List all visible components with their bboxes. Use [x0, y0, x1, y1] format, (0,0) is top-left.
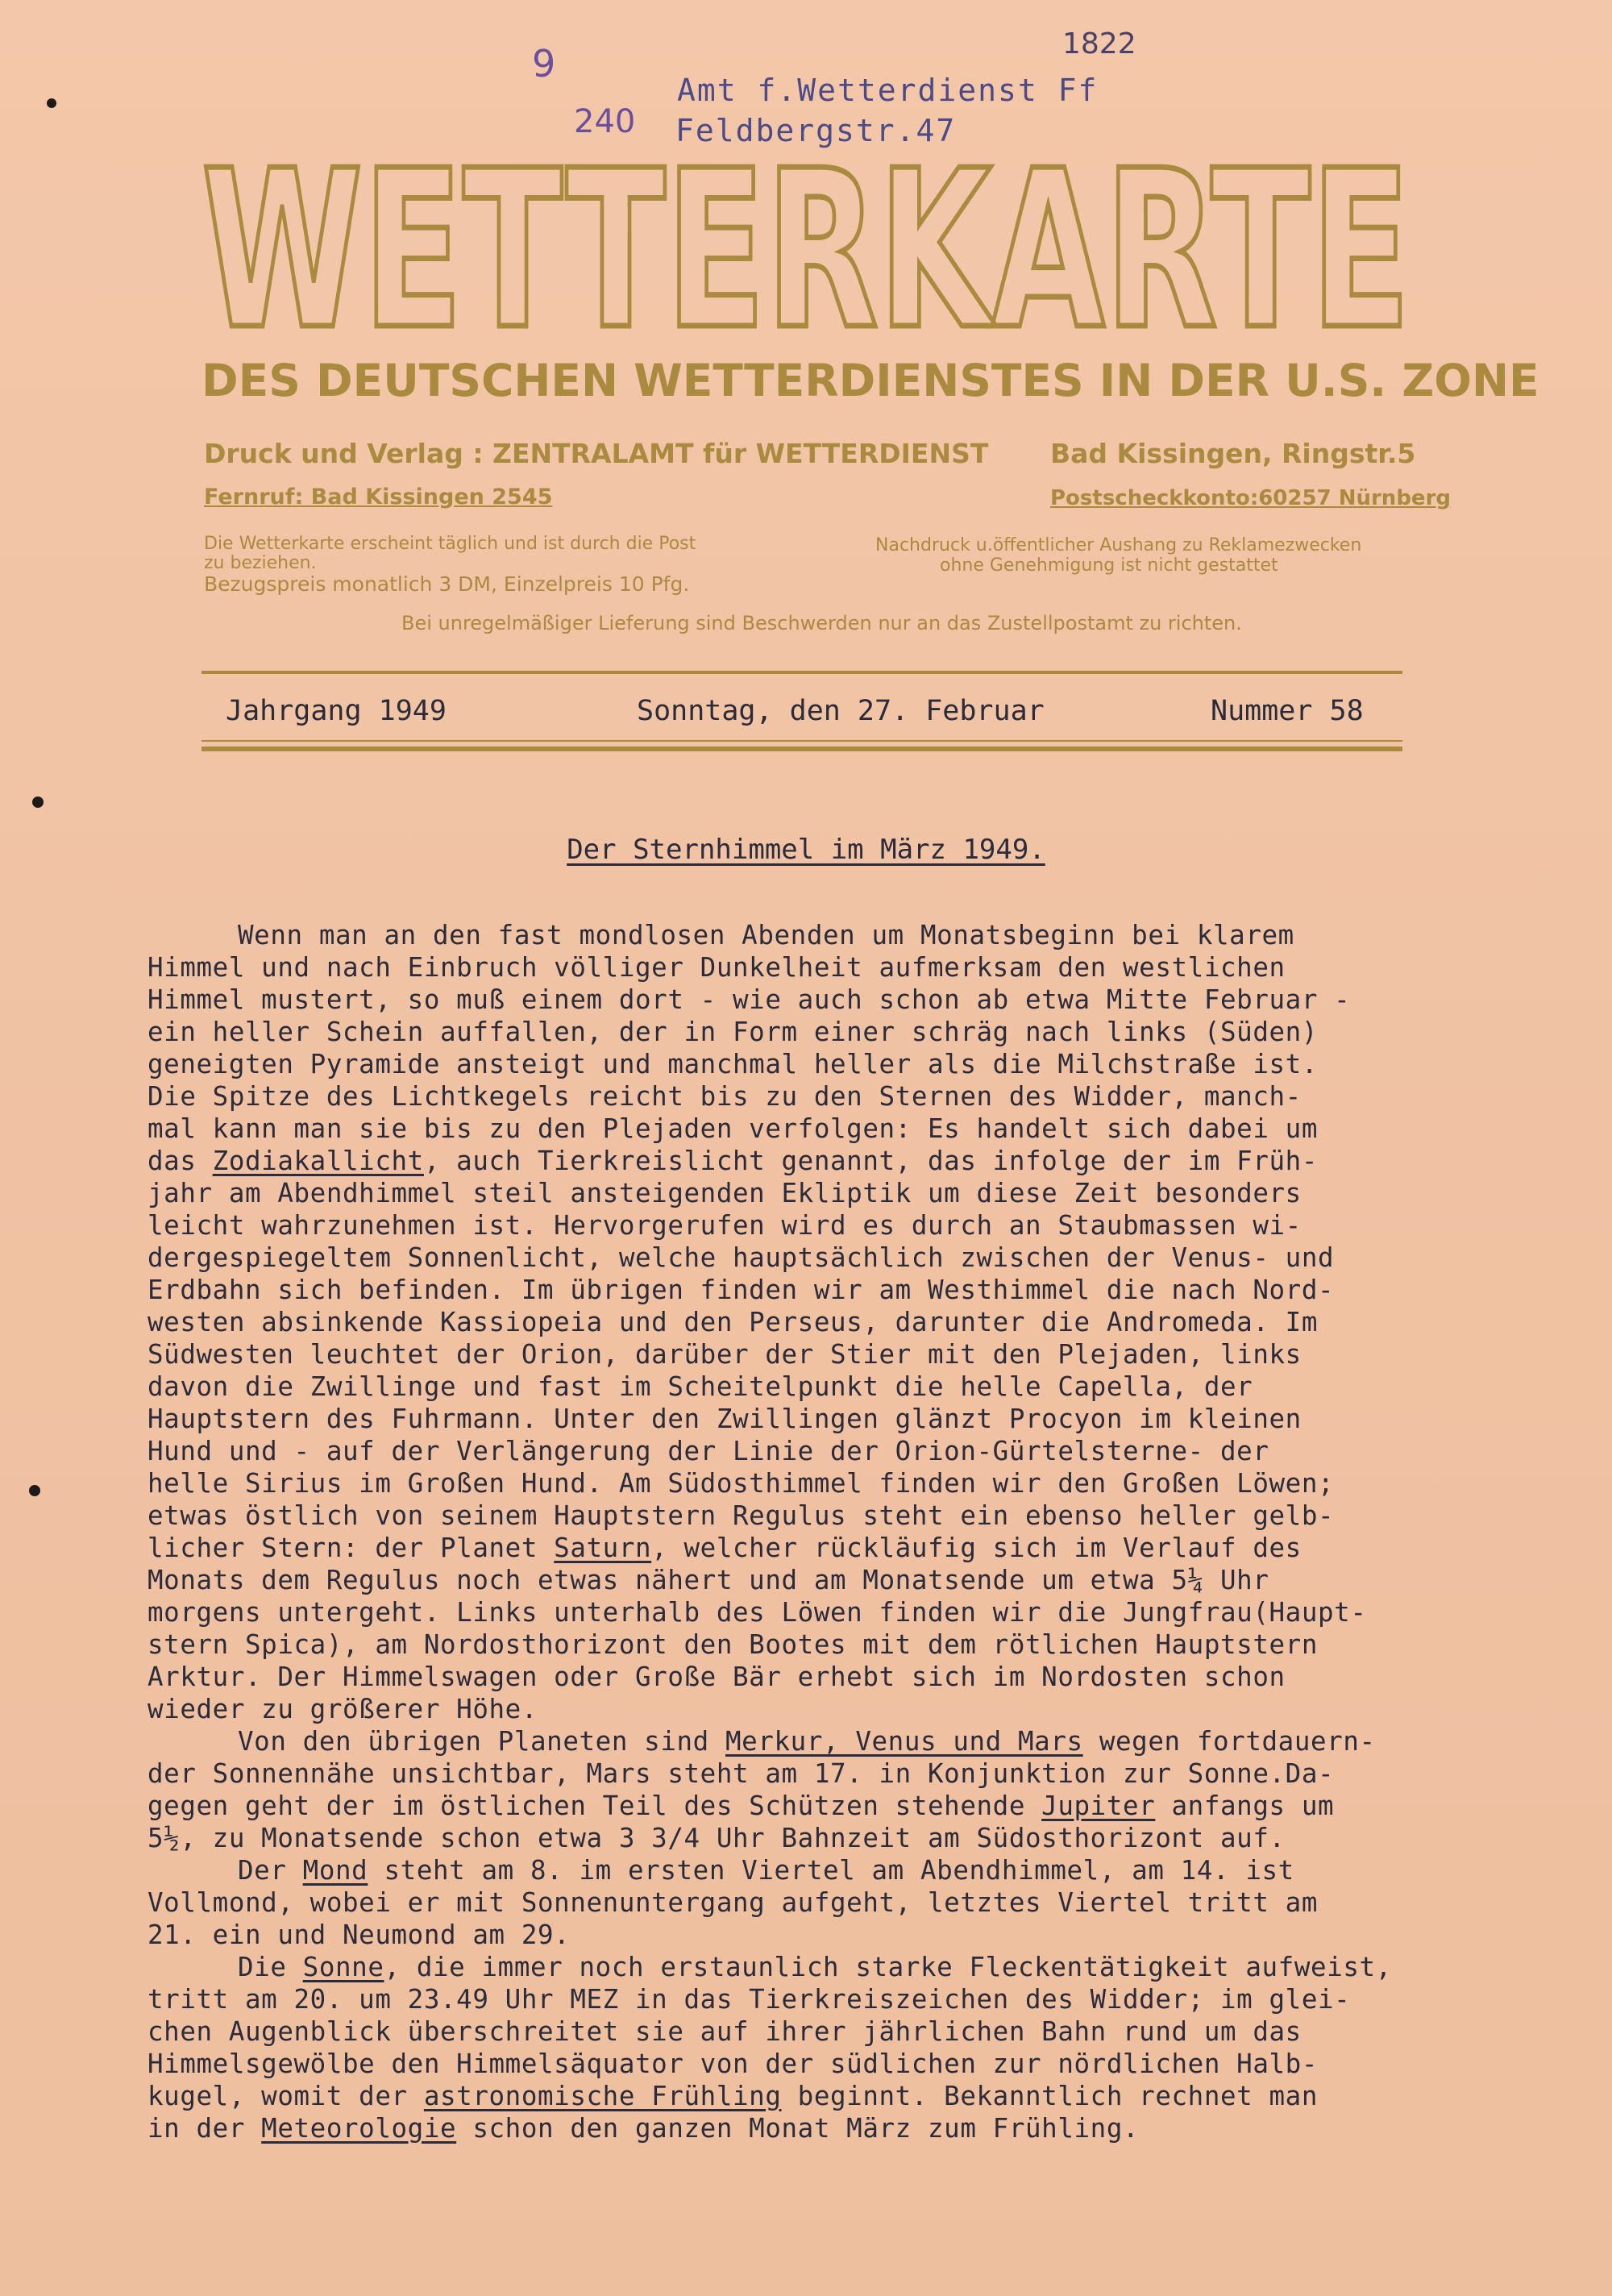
text-segment: , welcher rückläufig sich im Verlauf des — [651, 1533, 1302, 1563]
notice-left-1: Die Wetterkarte erscheint täglich und ist durch die Post — [204, 534, 696, 554]
notice-right-2: ohne Genehmigung ist nicht gestattet — [940, 555, 1278, 576]
article-line: tritt am 20. um 23.49 Uhr MEZ in das Tierkreiszeichen des Widder; im glei- — [147, 1984, 1351, 2015]
article-body — [147, 919, 1510, 2144]
term-jupiter: Jupiter — [1041, 1791, 1156, 1821]
term-merkur-venus-mars: Merkur, Venus und Mars — [725, 1726, 1083, 1757]
article-line: davon die Zwillinge und fast im Scheitelpunkt die helle Capella, der — [147, 1371, 1253, 1402]
text-segment: , auch Tierkreislicht genannt, das infolge der im Früh- — [423, 1146, 1319, 1176]
masthead-title — [202, 147, 1410, 348]
binder-mark-top — [47, 98, 56, 108]
handwritten-number-240: 240 — [574, 103, 636, 140]
text-segment: wegen fortdauern- — [1082, 1726, 1376, 1757]
text-segment: steht am 8. im ersten Viertel am Abendhimmel, am 14. ist — [368, 1855, 1294, 1886]
term-meteorologie: Meteorologie — [261, 2113, 457, 2144]
text-segment: Der — [238, 1855, 303, 1886]
text-segment: schon den ganzen Monat März zum Frühling. — [456, 2113, 1140, 2144]
article-line: westen absinkende Kassiopeia und den Perseus, darunter die Andromeda. Im — [147, 1307, 1318, 1337]
article-line: Himmel mustert, so muß einem dort - wie auch schon ab etwa Mitte Februar - — [147, 984, 1351, 1015]
article-line: der Sonnennähe unsichtbar, Mars steht am 17. in Konjunktion zur Sonne.Da- — [147, 1758, 1335, 1789]
office-stamp-line2: Feldbergstr.47 — [675, 113, 957, 148]
issue-volume: Jahrgang 1949 — [226, 695, 447, 727]
article-line — [147, 1532, 1510, 1564]
office-stamp-line1: Amt f.Wetterdienst Ff — [677, 73, 1099, 108]
article-line: Die Spitze des Lichtkegels reicht bis zu den Sternen des Widder, manch- — [147, 1081, 1302, 1112]
article-line: geneigten Pyramide ansteigt und manchmal heller als die Milchstraße ist. — [147, 1049, 1318, 1079]
issue-number: Nummer 58 — [1211, 695, 1364, 727]
article-line — [147, 1951, 1510, 1983]
masthead-subtitle: DES DEUTSCHEN WETTERDIENSTES IN DER U.S. ZONE — [202, 355, 1539, 406]
article-line: etwas östlich von seinem Hauptstern Regulus steht ein ebenso heller gelb- — [147, 1500, 1335, 1531]
postal-account-line: Postscheckkonto:60257 Nürnberg — [1050, 486, 1451, 510]
article-headline — [0, 834, 1612, 866]
binder-mark-low — [29, 1485, 40, 1496]
article-headline-text: Der Sternhimmel im März 1949. — [567, 834, 1045, 866]
article-line: Südwesten leuchtet der Orion, darüber der Stier mit den Plejaden, links — [147, 1339, 1302, 1370]
article-line: Wenn man an den fast mondlosen Abenden um Monatsbeginn bei klarem — [238, 920, 1294, 950]
text-segment: Die — [238, 1952, 303, 1982]
binder-mark-mid — [32, 797, 44, 808]
article-line: Himmelsgewölbe den Himmelsäquator von der südlichen zur nördlichen Halb- — [147, 2049, 1318, 2079]
text-segment: Von den übrigen Planeten sind — [238, 1726, 725, 1757]
article-line: Hund und - auf der Verlängerung der Linie der Orion-Gürtelsterne- der — [147, 1436, 1269, 1466]
text-segment: anfangs um — [1155, 1791, 1335, 1821]
publisher-line: Druck und Verlag : ZENTRALAMT für WETTERDIENST — [204, 438, 989, 469]
article-line — [147, 1854, 1510, 1886]
article-line: helle Sirius im Großen Hund. Am Südosthimmel finden wir den Großen Löwen; — [147, 1468, 1335, 1499]
rule-top — [202, 671, 1402, 674]
text-segment: licher Stern: der Planet — [147, 1533, 555, 1563]
notice-left-2: zu beziehen. — [204, 553, 317, 573]
text-segment: beginnt. Bekanntlich rechnet man — [781, 2081, 1319, 2111]
masthead-title-text: WETTERKARTE — [202, 147, 1410, 348]
text-segment: , die immer noch erstaunlich starke Fleckentätigkeit aufweist, — [384, 1952, 1392, 1982]
article-line — [147, 2080, 1510, 2112]
article-line: mal kann man sie bis zu den Plejaden verfolgen: Es handelt sich dabei um — [147, 1113, 1318, 1144]
notice-left-3: Bezugspreis monatlich 3 DM, Einzelpreis 10 Pfg. — [204, 572, 690, 596]
masthead-title-graphic — [202, 147, 1410, 348]
handwritten-number-9: 9 — [532, 42, 556, 85]
complaints-notice: Bei unregelmäßiger Lieferung sind Beschwerden nur an das Zustellpostamt zu richten. — [401, 612, 1242, 634]
article-line: jahr am Abendhimmel steil ansteigenden Ekliptik um diese Zeit besonders — [147, 1178, 1302, 1208]
text-segment: kugel, womit der — [147, 2081, 424, 2111]
term-saturn: Saturn — [554, 1533, 652, 1563]
term-zodiakallicht: Zodiakallicht — [212, 1146, 424, 1176]
article-line: dergespiegeltem Sonnenlicht, welche hauptsächlich zwischen der Venus- und — [147, 1242, 1335, 1273]
article-line: Hauptstern des Fuhrmann. Unter den Zwillingen glänzt Procyon im kleinen — [147, 1404, 1302, 1434]
text-segment: in der — [147, 2113, 262, 2144]
article-line: stern Spica), am Nordosthorizont den Bootes mit dem rötlichen Hauptstern — [147, 1629, 1318, 1660]
handwritten-number-1822: 1822 — [1062, 27, 1136, 60]
article-line — [147, 1790, 1510, 1822]
article-line: chen Augenblick überschreitet sie auf ihrer jährlichen Bahn rund um das — [147, 2016, 1302, 2047]
rule-bottom-thick — [202, 747, 1402, 751]
article-line — [147, 2112, 1510, 2144]
issue-date: Sonntag, den 27. Februar — [637, 695, 1045, 727]
term-mond: Mond — [302, 1855, 368, 1886]
article-line: wieder zu größerer Höhe. — [147, 1694, 538, 1724]
article-line: Monats dem Regulus noch etwas nähert und am Monatsende um etwa 5¼ Uhr — [147, 1565, 1269, 1595]
rule-bottom-thin — [202, 740, 1402, 742]
article-line: 21. ein und Neumond am 29. — [147, 1920, 571, 1950]
text-segment: gegen geht der im östlichen Teil des Schützen stehende — [147, 1791, 1042, 1821]
publisher-address: Bad Kissingen, Ringstr.5 — [1050, 438, 1416, 469]
article-line: Arktur. Der Himmelswagen oder Große Bär erhebt sich im Nordosten schon — [147, 1662, 1286, 1692]
text-segment: das — [147, 1146, 213, 1176]
term-sonne: Sonne — [302, 1952, 384, 1982]
article-line: Vollmond, wobei er mit Sonnenuntergang aufgeht, letztes Viertel tritt am — [147, 1887, 1318, 1918]
notice-right-1: Nachdruck u.öffentlicher Aushang zu Reklamezwecken — [875, 535, 1362, 555]
article-line — [147, 1725, 1510, 1757]
article-line: Erdbahn sich befinden. Im übrigen finden wir am Westhimmel die nach Nord- — [147, 1275, 1335, 1305]
term-astronomische-fruehling: astronomische Frühling — [423, 2081, 782, 2111]
phone-line: Fernruf: Bad Kissingen 2545 — [204, 485, 553, 510]
article-line: leicht wahrzunehmen ist. Hervorgerufen wird es durch an Staubmassen wi- — [147, 1210, 1302, 1241]
article-line: ein heller Schein auffallen, der in Form einer schräg nach links (Süden) — [147, 1017, 1318, 1047]
article-line — [147, 1145, 1510, 1177]
article-line: morgens untergeht. Links unterhalb des Löwen finden wir die Jungfrau(Haupt- — [147, 1597, 1367, 1628]
article-line: Himmel und nach Einbruch völliger Dunkelheit aufmerksam den westlichen — [147, 952, 1286, 983]
article-line: 5½, zu Monatsende schon etwa 3 3/4 Uhr Bahnzeit am Südosthorizont auf. — [147, 1823, 1286, 1853]
